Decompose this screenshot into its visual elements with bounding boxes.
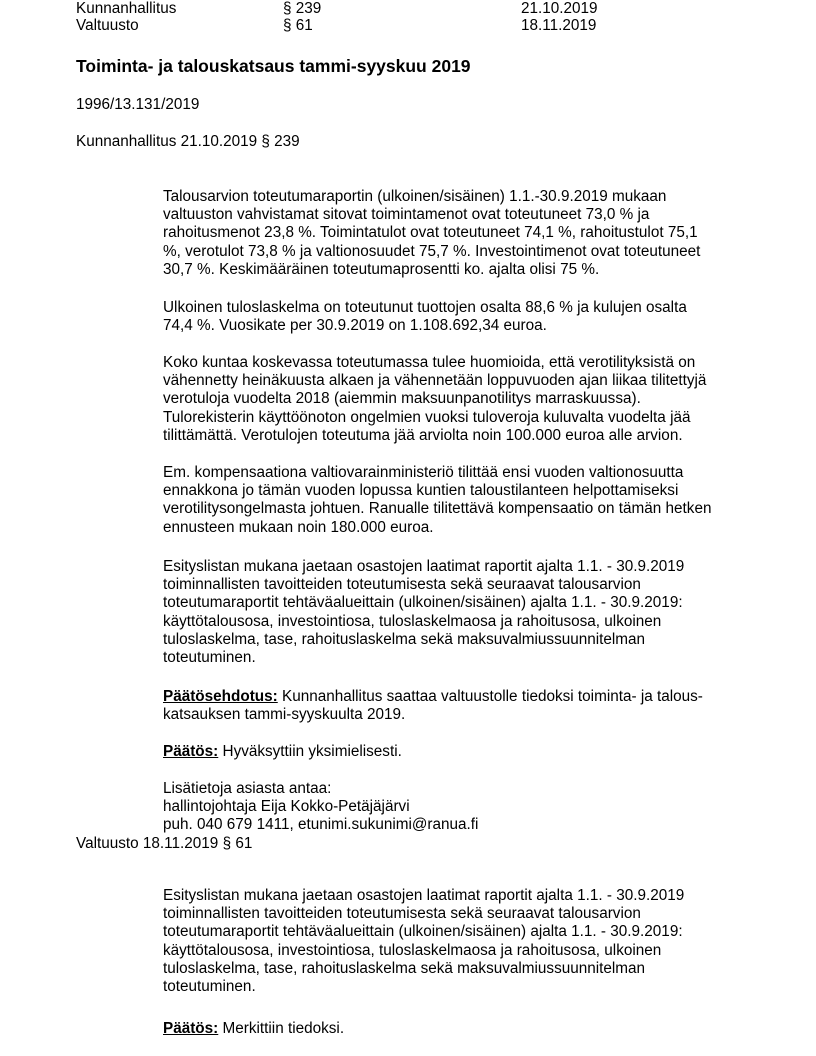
text-line: tuloslaskelma, tase, rahoituslaskelma sekä maksuvalmiussuunnitelman — [163, 630, 646, 648]
record-number: 1996/13.131/2019 — [76, 96, 200, 113]
paragraph-realization — [163, 188, 753, 279]
header-date: 18.11.2019 — [521, 17, 597, 34]
header-body: Valtuusto — [76, 17, 139, 34]
text-line: 30,7 %. Keskimääräinen toteutumaprosentti ko. ajalta olisi 75 %. — [163, 260, 600, 278]
text-line: vähennetty heinäkuusta alkaen ja vähennetään loppuvuoden ajan liikaa tilitettyjä — [163, 372, 707, 390]
text-line: toteutuminen. — [163, 649, 256, 667]
text-line: verotilitysongelmasta johtuen. Ranualle tilitettävä kompensaatio on tämän hetken — [163, 500, 712, 518]
text-line: rahoitusmenot 23,8 %. Toimintatulot ovat toteutuneet 74,1 %, rahoitustulot 75,1 — [163, 224, 698, 242]
contact-name: hallintojohtaja Eija Kokko-Petäjäjärvi — [163, 798, 410, 816]
paragraph-compensation — [163, 464, 753, 537]
text-line: Koko kuntaa koskevassa toteutumassa tulee huomioida, että verotilityksistä on — [163, 354, 696, 371]
contact-intro: Lisätietoja asiasta antaa: — [163, 780, 332, 797]
decision-text: Hyväksyttiin yksimielisesti. — [218, 743, 402, 760]
paragraph-reports — [163, 558, 753, 667]
decision-label: Päätös: — [163, 743, 219, 760]
text-line: Tulorekisterin käyttöönoton ongelmien vuoksi tuloveroja kuluvalta vuodelta jää — [163, 408, 691, 426]
text-line: toteutuminen. — [163, 978, 256, 996]
text-line: toteutumaraportit tehtäväalueittain (ulkoinen/sisäinen) ajalta 1.1. - 30.9.2019: — [163, 594, 683, 612]
text-line: toteutumaraportit tehtäväalueittain (ulkoinen/sisäinen) ajalta 1.1. - 30.9.2019: — [163, 923, 683, 941]
text-line: käyttötalousosa, investointiosa, tuloslaskelmaosa ja rahoitusosa, ulkoinen — [163, 612, 662, 630]
decision-text: Merkittiin tiedoksi. — [218, 1020, 345, 1037]
meeting1-heading: Kunnanhallitus 21.10.2019 § 239 — [76, 133, 300, 150]
text-line: tuloslaskelma, tase, rahoituslaskelma sekä maksuvalmiussuunnitelman — [163, 959, 646, 977]
text-line: toiminnallisten tavoitteiden toteutumisesta sekä seuraavat talousarvion — [163, 905, 641, 923]
header-section: § 239 — [283, 0, 322, 17]
meeting2-decision — [163, 1020, 753, 1038]
decision — [163, 743, 753, 761]
text-line: Esityslistan mukana jaetaan osastojen laatimat raportit ajalta 1.1. - 30.9.2019 — [163, 887, 685, 904]
decision-line — [163, 743, 753, 761]
paragraph-tax-note — [163, 354, 753, 445]
document-title: Toiminta- ja talouskatsaus tammi-syyskuu 2019 — [76, 56, 471, 76]
text-line: Ulkoinen tuloslaskelma on toteutunut tuottojen osalta 88,6 % ja kulujen osalta — [163, 299, 687, 316]
text-line: verotuloja vuodelta 2018 (aiemmin maksuunpanotilitys marraskuussa). — [163, 390, 641, 408]
decision-proposal — [163, 688, 753, 724]
text-line: Esityslistan mukana jaetaan osastojen laatimat raportit ajalta 1.1. - 30.9.2019 — [163, 558, 685, 575]
paragraph-income-statement — [163, 299, 753, 335]
proposal-label: Päätösehdotus: — [163, 688, 278, 705]
text-line: tilittämättä. Verotulojen toteutuma jää arviolta noin 100.000 euroa alle arvion. — [163, 426, 683, 444]
text-line: käyttötalousosa, investointiosa, tuloslaskelmaosa ja rahoitusosa, ulkoinen — [163, 941, 662, 959]
contact-details: puh. 040 679 1411, etunimi.sukunimi@ranua.fi — [163, 816, 479, 834]
meeting2-heading: Valtuusto 18.11.2019 § 61 — [76, 835, 253, 852]
text-line: ennakkona jo tämän vuoden lopussa kuntien taloustilanteen helpottamiseksi — [163, 482, 679, 500]
text-line: 74,4 %. Vuosikate per 30.9.2019 on 1.108.692,34 euroa. — [163, 317, 547, 335]
text-line: ennusteen mukaan noin 180.000 euroa. — [163, 518, 434, 536]
header-date: 21.10.2019 — [521, 0, 598, 17]
meeting2-paragraph-reports — [163, 887, 753, 996]
proposal-text-cont: katsauksen tammi-syyskuulta 2019. — [163, 706, 406, 724]
header-section: § 61 — [283, 17, 313, 34]
text-line: toiminnallisten tavoitteiden toteutumisesta sekä seuraavat talousarvion — [163, 576, 641, 594]
text-line: Em. kompensaationa valtiovarainministeriö tilittää ensi vuoden valtionosuutta — [163, 464, 684, 481]
contact-info — [163, 780, 753, 835]
decision-label: Päätös: — [163, 1020, 219, 1037]
header-body: Kunnanhallitus — [76, 0, 177, 17]
header-row-kunnanhallitus — [76, 0, 616, 18]
proposal-text: Kunnanhallitus saattaa valtuustolle tiedoksi toiminta- ja talous- — [277, 688, 703, 705]
text-line: Talousarvion toteutumaraportin (ulkoinen/sisäinen) 1.1.-30.9.2019 mukaan — [163, 188, 667, 205]
header-row-valtuusto — [76, 17, 616, 35]
decision-line — [163, 1020, 753, 1038]
text-line: %, verotulot 73,8 % ja valtionosuudet 75,7 %. Investointimenot ovat toteutuneet — [163, 242, 701, 260]
text-line: valtuuston vahvistamat sitovat toimintamenot ovat toteutuneet 73,0 % ja — [163, 206, 650, 224]
proposal-line — [163, 688, 753, 706]
